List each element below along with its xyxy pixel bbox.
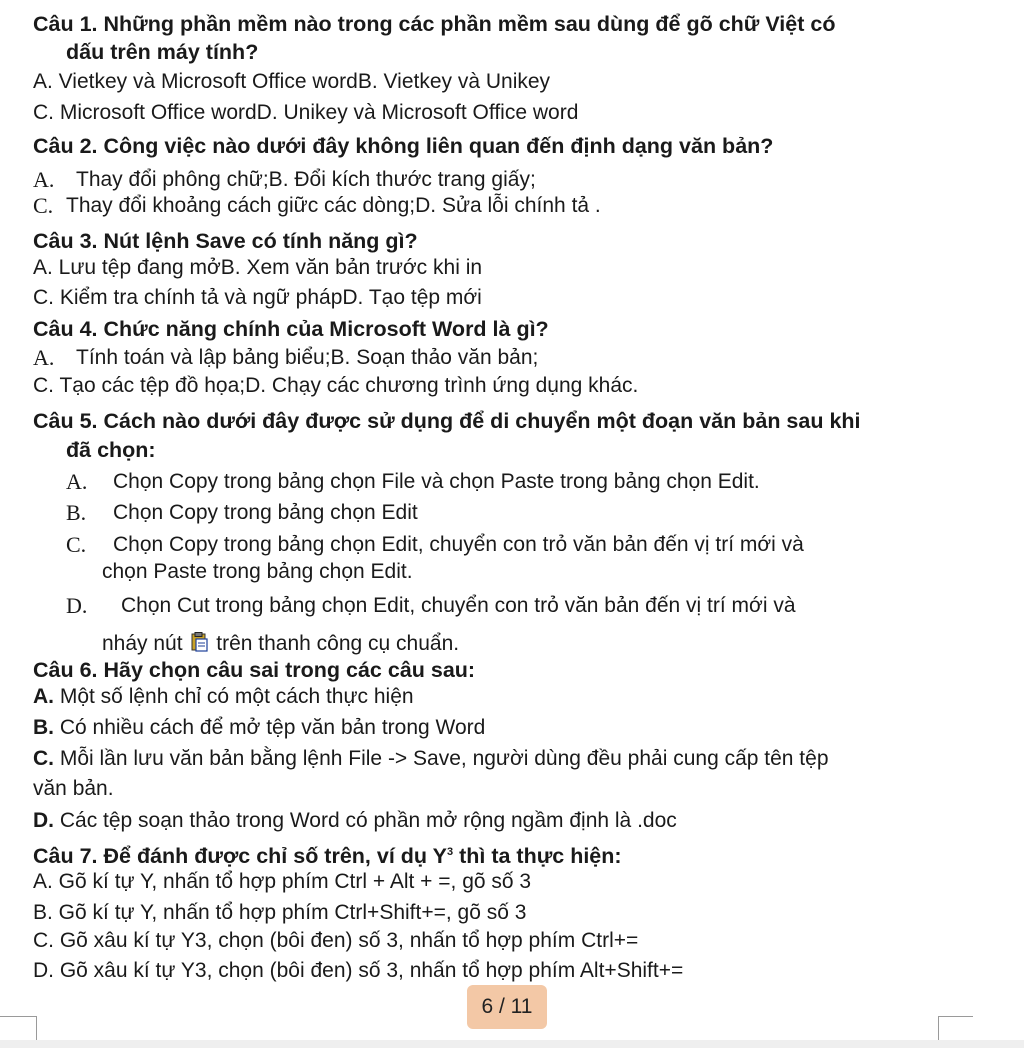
- question-6-option-d-letter: D.: [33, 809, 54, 832]
- question-7-option-a: A. Gõ kí tự Y, nhấn tổ hợp phím Ctrl + Alt + =, gõ số 3: [33, 870, 532, 893]
- question-5-option-d-letter: D.: [66, 593, 88, 618]
- question-5-option-c-letter: C.: [66, 532, 87, 557]
- question-4-option-a-letter: A.: [33, 345, 55, 370]
- question-5-option-c: Chọn Copy trong bảng chọn Edit, chuyển con trỏ văn bản đến vị trí mới và: [113, 533, 804, 556]
- question-1-options-cd: C. Microsoft Office wordD. Unikey và Microsoft Office word: [33, 101, 579, 124]
- question-7-title: [33, 842, 622, 870]
- question-4-title: Câu 4. Chức năng chính của Microsoft Word là gì?: [33, 317, 549, 341]
- question-6-option-c-text: Mỗi lần lưu văn bản bằng lệnh File -> Save, người dùng đều phải cung cấp tên tệp: [59, 747, 829, 770]
- question-7-title-part1: Câu 7. Để đánh được chỉ số trên, ví dụ Y: [33, 844, 447, 868]
- question-3-options-ab: A. Lưu tệp đang mởB. Xem văn bản trước khi in: [33, 256, 483, 279]
- question-6-option-c-continued: văn bản.: [33, 777, 114, 800]
- question-5-title: Câu 5. Cách nào dưới đây được sử dụng để di chuyển một đoạn văn bản sau khi: [33, 409, 861, 433]
- question-5-option-d: Chọn Cut trong bảng chọn Edit, chuyển con trỏ văn bản đến vị trí mới và: [121, 594, 796, 617]
- page-corner-mark-right: [938, 1016, 973, 1041]
- question-6-option-a-text: Một số lệnh chỉ có một cách thực hiện: [59, 685, 414, 708]
- question-6-option-c-letter: C.: [33, 747, 54, 770]
- question-6-option-b-letter: B.: [33, 716, 54, 739]
- question-6-option-d-text: Các tệp soạn thảo trong Word có phần mở rộng ngầm định là .doc: [59, 809, 677, 832]
- question-7-title-part2: thì ta thực hiện:: [459, 844, 622, 868]
- question-1-title-continued: dấu trên máy tính?: [66, 40, 259, 64]
- question-7-option-d: D. Gõ xâu kí tự Y3, chọn (bôi đen) số 3, nhấn tổ hợp phím Alt+Shift+=: [33, 959, 684, 982]
- question-7-option-c: C. Gõ xâu kí tự Y3, chọn (bôi đen) số 3, nhấn tổ hợp phím Ctrl+=: [33, 929, 639, 952]
- question-3-title: Câu 3. Nút lệnh Save có tính năng gì?: [33, 229, 418, 253]
- question-3-options-cd: C. Kiểm tra chính tả và ngữ phápD. Tạo tệp mới: [33, 286, 482, 309]
- page-indicator: 6 / 11: [467, 985, 547, 1029]
- question-6-option-a-letter: A.: [33, 685, 54, 708]
- question-5-option-d-continued: [102, 630, 459, 658]
- question-1-options-ab: A. Vietkey và Microsoft Office wordB. Vietkey và Unikey: [33, 70, 551, 93]
- question-2-options-ab: Thay đổi phông chữ;B. Đổi kích thước trang giấy;: [76, 168, 536, 191]
- question-2-option-a-letter: A.: [33, 167, 55, 192]
- question-5-title-continued: đã chọn:: [66, 438, 156, 462]
- question-5-option-a-letter: A.: [66, 469, 88, 494]
- question-5-option-b-letter: B.: [66, 500, 87, 525]
- question-5-option-d-continued-part2: trên thanh công cụ chuẩn.: [216, 632, 460, 655]
- question-1-title: Câu 1. Những phần mềm nào trong các phần mềm sau dùng để gõ chữ Việt có: [33, 12, 836, 36]
- question-5-option-a: Chọn Copy trong bảng chọn File và chọn Paste trong bảng chọn Edit.: [113, 470, 760, 493]
- question-2-title: Câu 2. Công việc nào dưới đây không liên quan đến định dạng văn bản?: [33, 134, 774, 158]
- question-6-option-d: [33, 807, 677, 835]
- question-4-options-ab: Tính toán và lập bảng biểu;B. Soạn thảo văn bản;: [76, 346, 539, 369]
- paste-icon: [190, 632, 208, 652]
- question-2-option-c-letter: C.: [33, 193, 54, 218]
- question-6-option-b-text: Có nhiều cách để mở tệp văn bản trong Word: [59, 716, 486, 739]
- page-gap: [0, 1040, 1024, 1048]
- question-5-option-c-continued: chọn Paste trong bảng chọn Edit.: [102, 560, 413, 583]
- question-6-option-b: [33, 714, 485, 742]
- question-4-options-cd: C. Tạo các tệp đồ họa;D. Chạy các chương trình ứng dụng khác.: [33, 374, 639, 397]
- page-corner-mark-left: [0, 1016, 37, 1041]
- question-7-option-b: B. Gõ kí tự Y, nhấn tổ hợp phím Ctrl+Shift+=, gõ số 3: [33, 901, 527, 924]
- question-6-option-a: [33, 683, 414, 711]
- question-6-title: Câu 6. Hãy chọn câu sai trong các câu sau:: [33, 658, 476, 682]
- question-5-option-b: Chọn Copy trong bảng chọn Edit: [113, 501, 418, 524]
- question-7-title-superscript: 3: [446, 845, 454, 858]
- question-2-options-cd: Thay đổi khoảng cách giữc các dòng;D. Sửa lỗi chính tả .: [66, 194, 601, 217]
- question-5-option-d-continued-part1: nháy nút: [102, 632, 183, 655]
- question-6-option-c: [33, 745, 829, 773]
